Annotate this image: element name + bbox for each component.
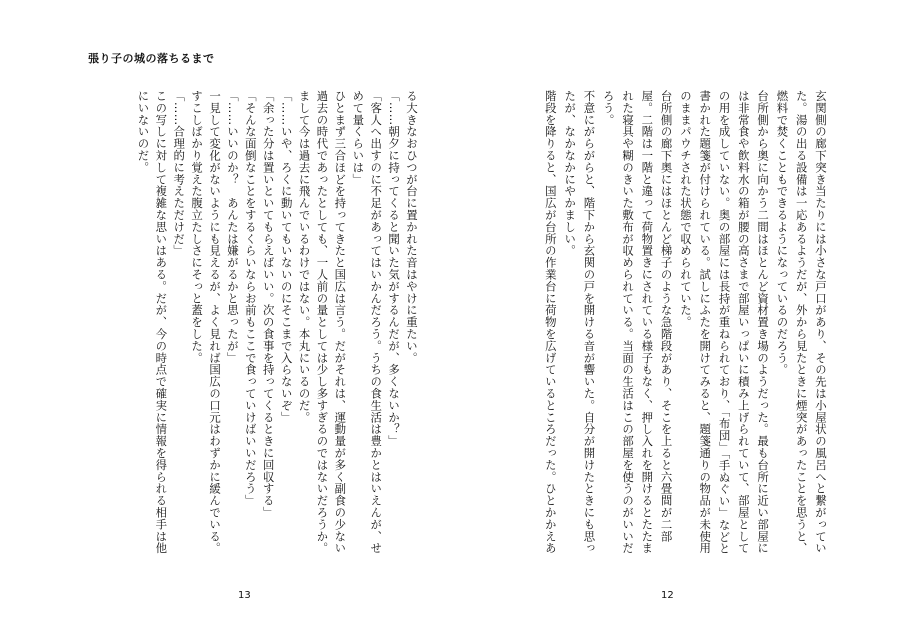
paragraph: 台所側から奥に向かう二間はほとんど資材置き場のようだった。最も台所に近い部屋には非常食や飲料水の箱が腰の高さまで部屋いっぱいに積み上げられていて、部屋としての用を成していない。奥の部屋には長持が重ねられており、「布団」「手ぬぐい」などと書かれた題箋が付けられている。試しにふたを開けてみると、題箋通りの物品が未使用のままパウチされた状態で収められていた。 <box>678 90 771 555</box>
dialogue-line: 「……朝夕に持ってくると聞いた気がするんだが、多くないか？」 <box>387 90 402 447</box>
dialogue-line: 「……合理的に考えただけだ」 <box>172 90 187 257</box>
paragraph: 台所側の廊下奥にはほとんど梯子のような急階段があり、そこを上ると六畳間が二部屋。二階は一階と違って荷物置きにされている様子もなく、押し入れを開けるとたたまれた寝具や糊のきいた敷布が収められている。当面の生活はこの部屋を使うのがいいだろう。 <box>601 90 674 555</box>
dialogue-line: 「……いいのか？ あんたは嫌がるかと思ったが」 <box>225 90 240 364</box>
page-left-body <box>82 90 420 560</box>
dialogue-line: 「……いや、ろくに動いてもいないのにそこまで入らないぞ」 <box>279 90 294 424</box>
paragraph: 一見して変化がないようにも見えるが、よく見れば国広の口元はわずかに緩んでいる。すこしばかり覚えた腹立たしさにそっと蓋をした。 <box>190 90 223 555</box>
paragraph: ひとまず三合ほどを持ってきたと国広は言う。だがそれは、運動量が多く副食の少ない過去の時代であったとしても、一人前の量としては少し多すぎるのではないだろうか。まして今は過去に飛んでいるわけではない。本丸にいるのだ。 <box>297 90 348 555</box>
running-title: 張り子の城の落ちるまで <box>88 52 215 65</box>
page-number-right: 12 <box>661 590 674 601</box>
paragraph: 玄関側の廊下突き当たりには小さな戸口があり、その先は小屋状の風呂へと繋がっていた。湯の出る設備は一応あるようだが、外から見たときに煙突があったことを思うと、燃料で焚くこともできるようになっているのだろう。 <box>775 90 828 555</box>
paragraph: この写しに対して複雑な思いはある。だが、今の時点で確実に情報を得られる相手は他にいないのだ。 <box>136 90 169 555</box>
paragraph: る大きなおひつが台に置かれた音はやけに重たい。 <box>405 90 419 364</box>
dialogue-line: 「客人へ出すのに不足があってはいかんだろう。うちの食生活は豊かとはいえんが、せめて量くらいは」 <box>351 90 384 555</box>
page-right <box>478 90 830 560</box>
dialogue-line: 「余った分は置いといてもらえばいい。次の食事を持ってくるときに回収する」 <box>261 90 276 519</box>
page-left <box>82 90 420 560</box>
paragraph: 不意にがらがらと、階下から玄関の戸を開ける音が響いた。自分が開けたときにも思ったが、なかなかにやかましい。 <box>563 90 597 555</box>
page-number-left: 13 <box>238 590 251 601</box>
page-right-body <box>478 90 830 560</box>
paragraph: 階段を降りると、国広が台所の作業台に荷物を広げているところだった。ひとかかえあ <box>543 90 558 555</box>
dialogue-line: 「そんな面倒なことをするくらいならお前もここで食っていけばいいだろう」 <box>243 90 258 507</box>
